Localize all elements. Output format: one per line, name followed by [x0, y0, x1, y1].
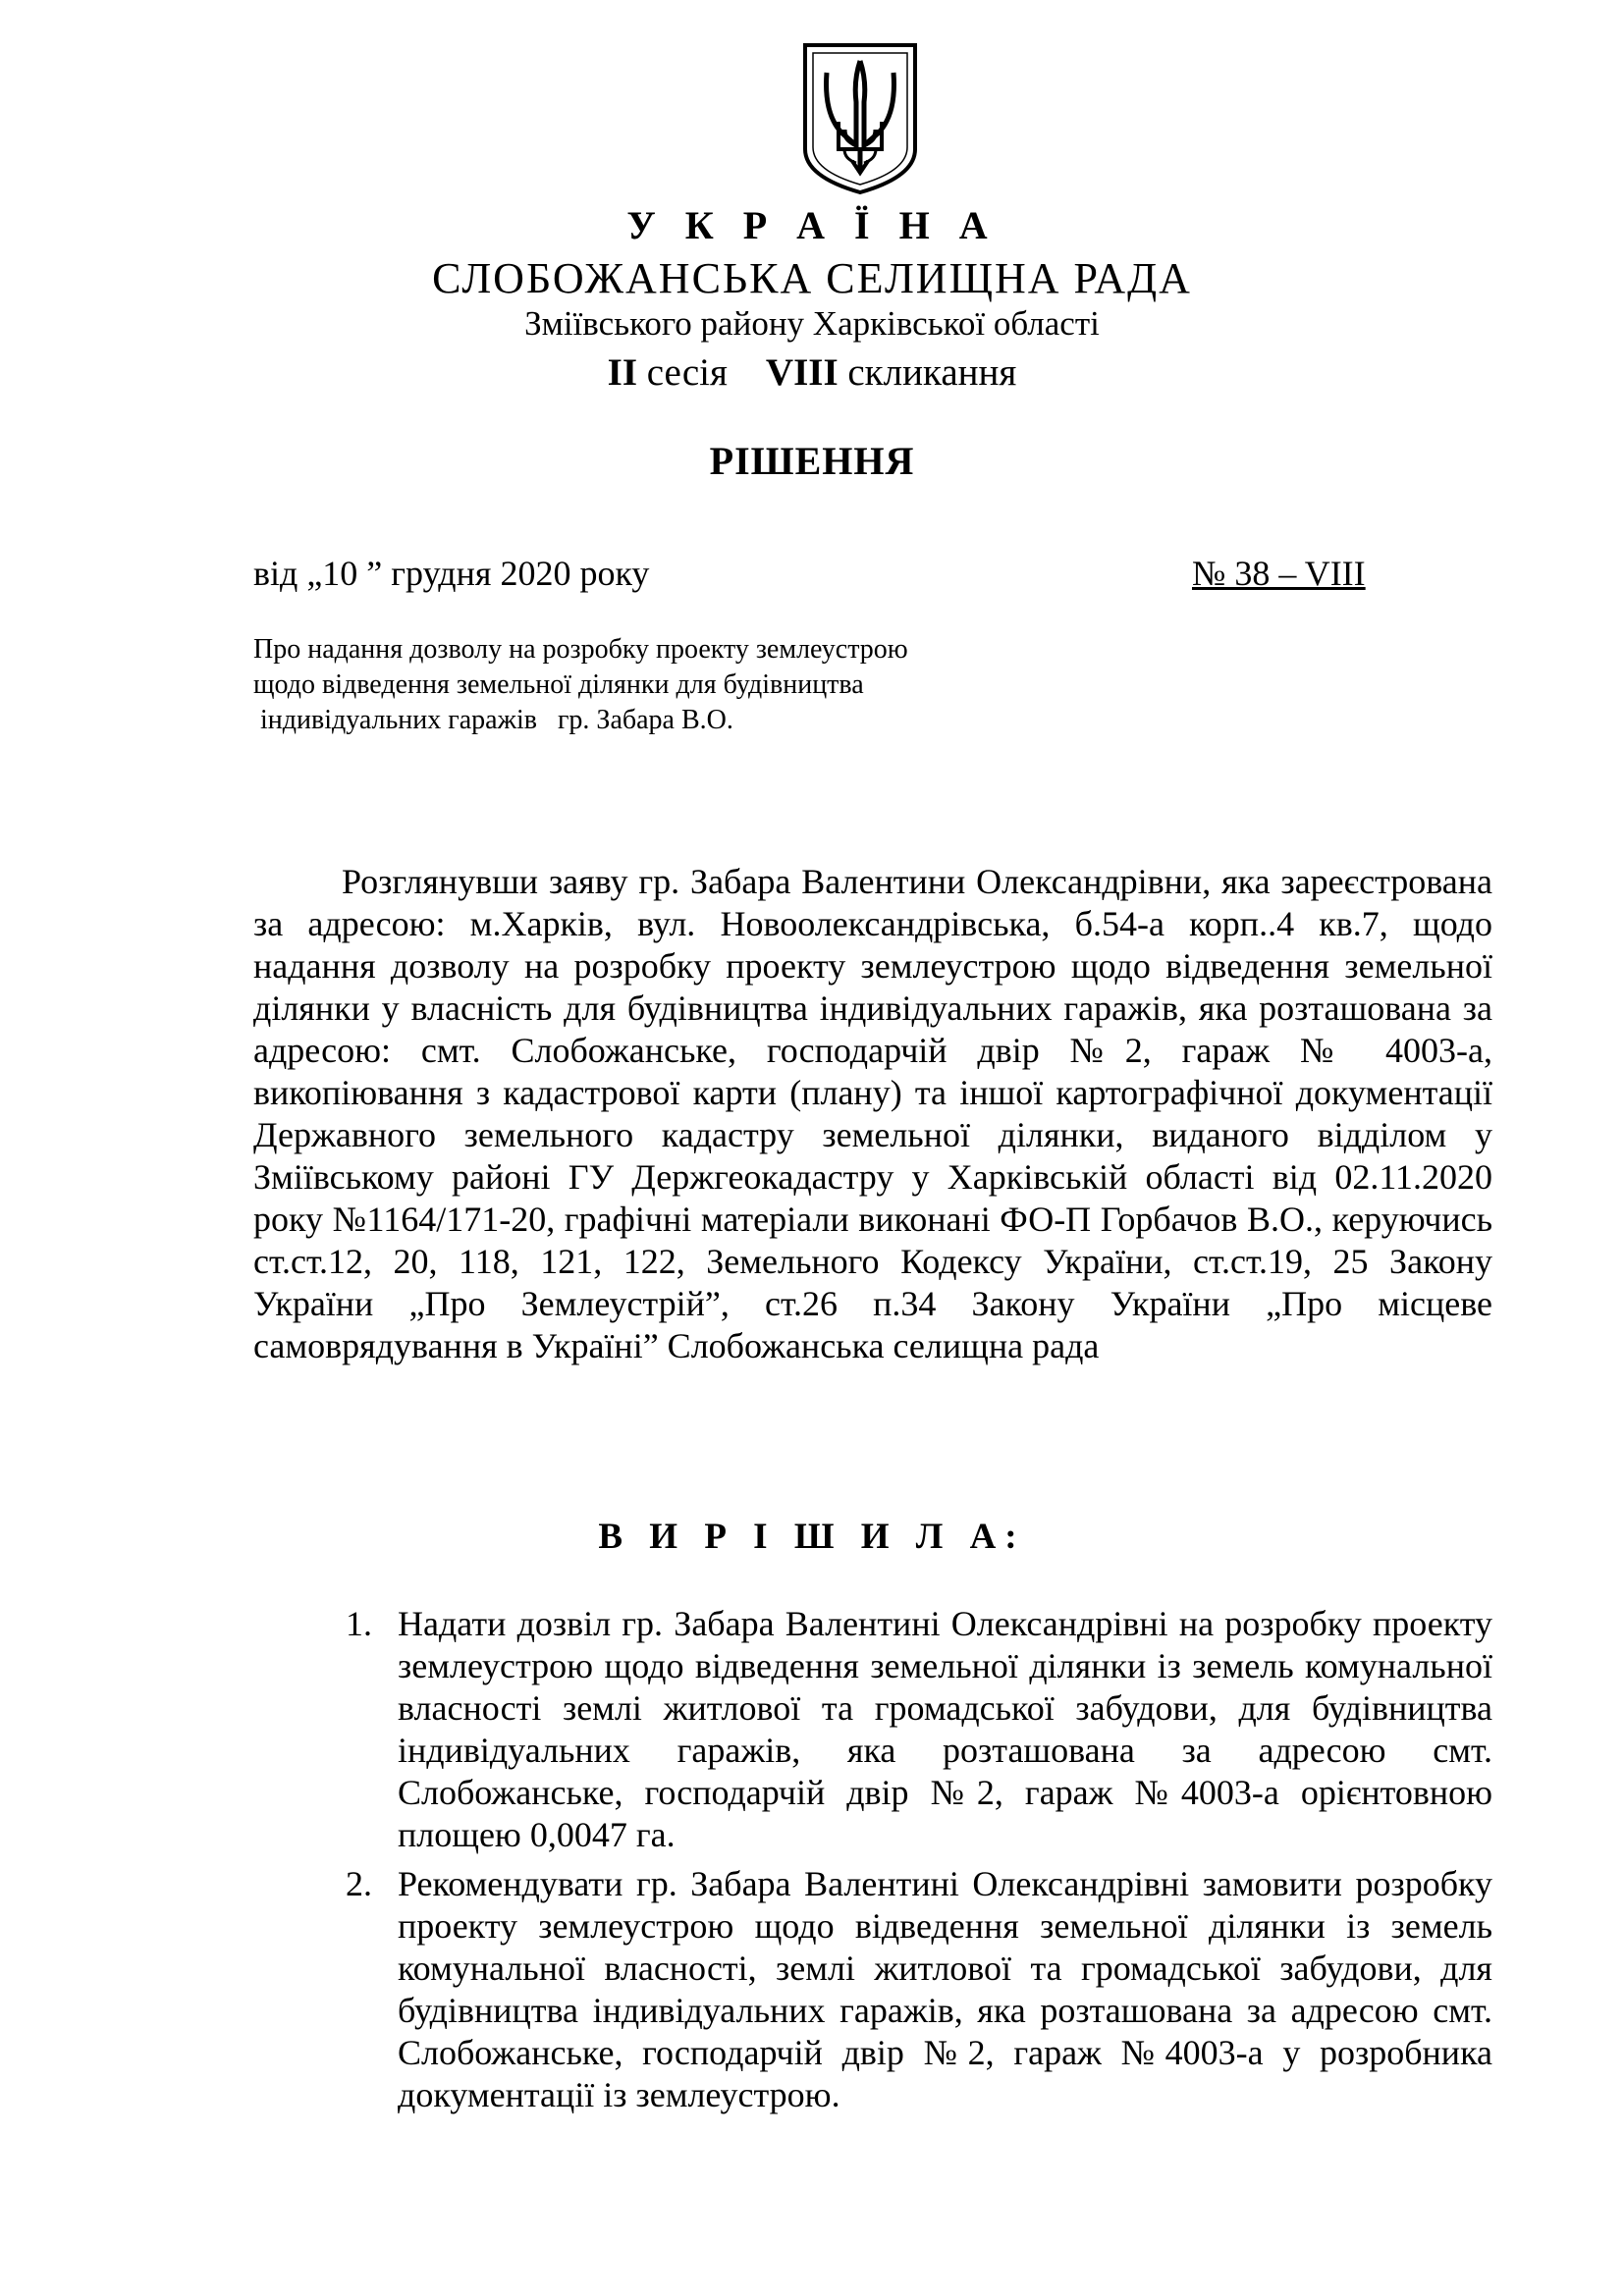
list-item-text: Надати дозвіл гр. Забара Валентині Олександрівні на розробку проекту землеустрою щодо відведення земельної ділянки із земель комунальної власності землі житлової та громадської забудови, для будівництва індивідуальних гаражів, яка розташована за адресою смт. Слобожанське, господарчій двір №2, гараж №4003-а орієнтовною площею 0,0047 га.: [398, 1604, 1492, 1854]
document-type-title: РІШЕННЯ: [709, 439, 915, 483]
subject-line: індивідуальних гаражів гр. Забара В.О.: [253, 705, 733, 735]
district-region: Зміївського району Харківської області: [524, 304, 1100, 343]
subject-line: щодо відведення земельної ділянки для будівництва: [253, 669, 864, 700]
list-item-marker: 2.: [346, 1864, 372, 1903]
preamble-paragraph: Розглянувши заяву гр. Забара Валентини Олександрівни, яка зареєстрована за адресою: м.Харків, вул. Новоолександрівська, б.54-а корп..4 кв.7, щодо надання дозволу на розробку проекту землеустрою щодо відведення земельної ділянки у власність для будівництва індивідуальних гаражів, яка розташована за адресою: смт. Слобожанське, господарчій двір №2, гараж № 4003-а, викопіювання з кадастрової карти (плану) та іншої картографічної документації Державного земельного кадастру земельної ділянки, виданого відділом у Зміївському районі ГУ Держгеокадастру у Харківській області від 02.11.2020 року №1164/171-20, графічні матеріали виконані ФО-П Горбачов В.О., керуючись ст.ст.12, 20, 118, 121, 122, Земельного Кодексу України, ст.ст.19, 25 Закону України „Про Землеустрій”, ст.26 п.34 Закону України „Про місцеве самоврядування в Україні” Слобожанська селищна рада: [253, 862, 1492, 1365]
list-item: [346, 1863, 1492, 2116]
subject-line: Про надання дозволу на розробку проекту землеустрою: [253, 634, 908, 665]
coat-of-arms-emblem: [799, 39, 921, 196]
convocation-number: VIII: [765, 351, 839, 394]
decision-date: від „10 ” грудня 2020 року: [253, 554, 650, 593]
decision-items-list: [346, 1603, 1492, 2123]
list-item: [346, 1603, 1492, 1856]
session-word: сесія: [646, 351, 728, 394]
convocation-word: скликання: [847, 351, 1017, 394]
decision-heading: В И Р І Ш И Л А:: [598, 1517, 1026, 1557]
session-line: [0, 353, 1624, 392]
country-title: У К Р А Ї Н А: [626, 203, 998, 247]
list-item-marker: 1.: [346, 1604, 372, 1643]
decision-subject: [253, 632, 1039, 738]
list-item-text: Рекомендувати гр. Забара Валентині Олександрівні замовити розробку проекту землеустрою щодо відведення земельної ділянки із земель комунальної власності, землі житлової та громадської забудови, для будівництва індивідуальних гаражів, яка розташована за адресою смт. Слобожанське, господарчій двір №2, гараж №4003-а у розробника документації із землеустрою.: [398, 1864, 1492, 2114]
decision-number: № 38 – VIII: [1192, 554, 1366, 593]
council-name: СЛОБОЖАНСЬКА СЕЛИЩНА РАДА: [432, 254, 1192, 302]
session-number: II: [607, 351, 638, 394]
